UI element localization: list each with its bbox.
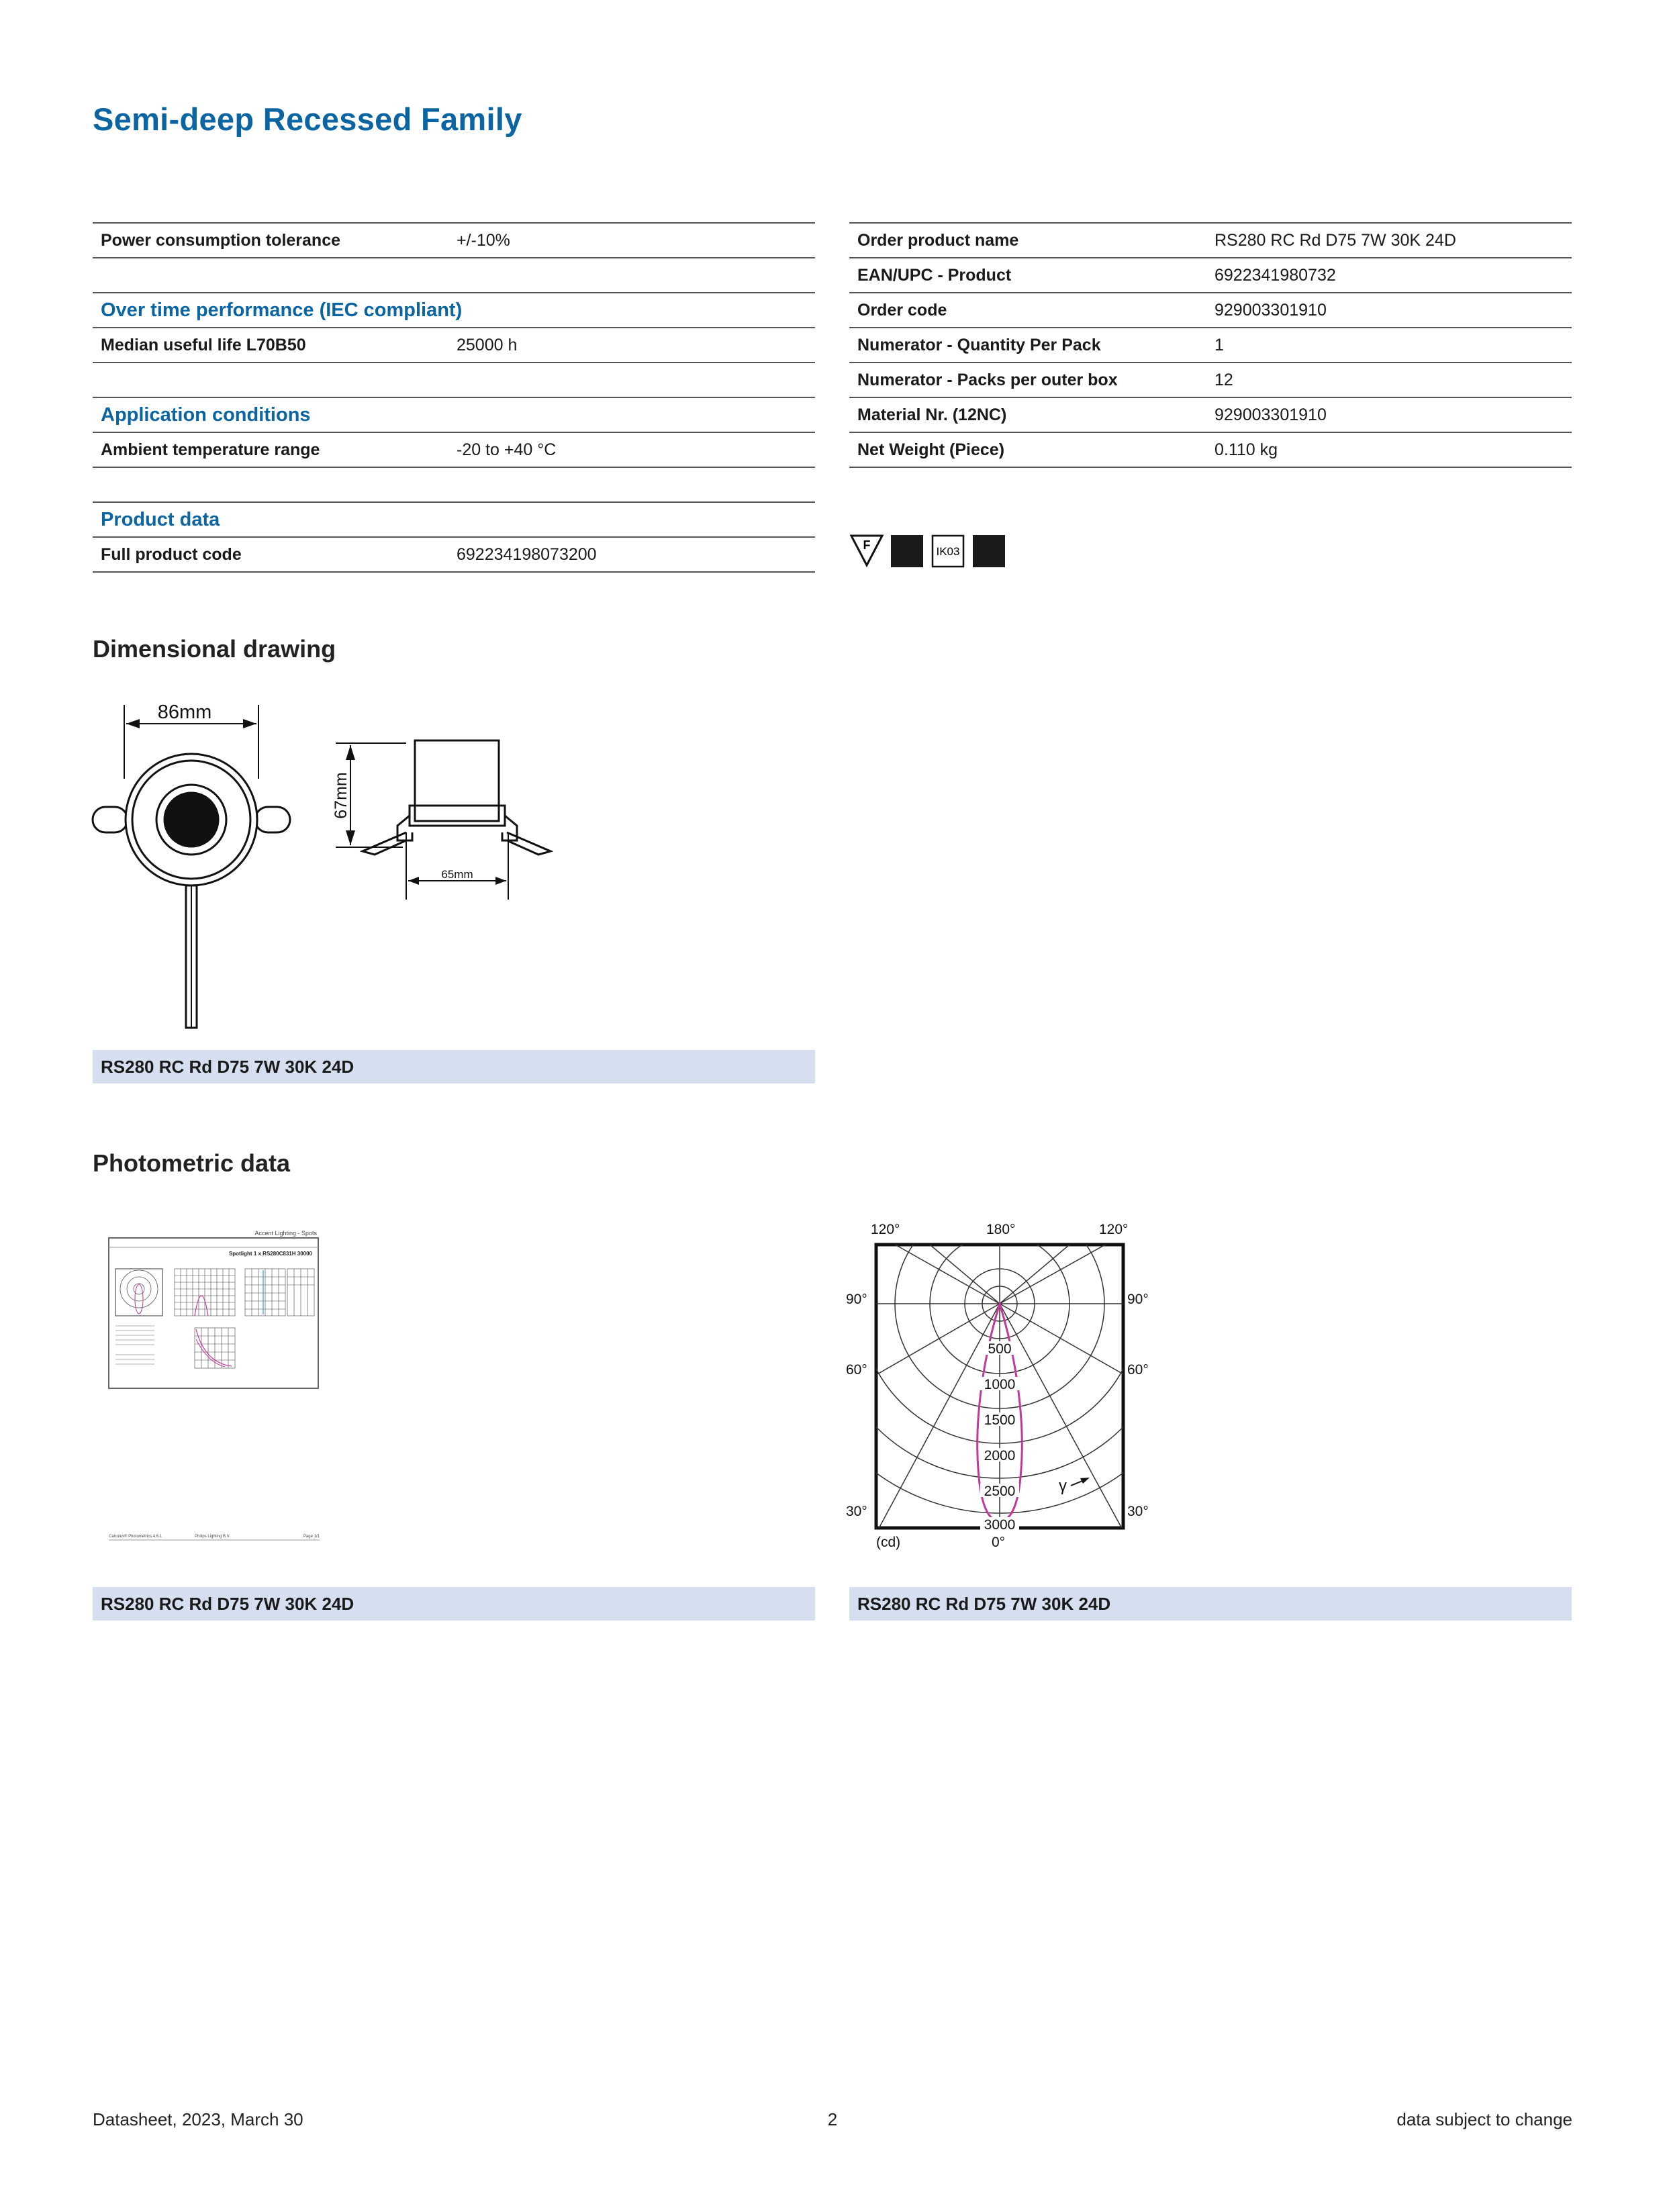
section-row — [93, 293, 815, 328]
black-square-icon — [973, 535, 1005, 567]
right-spec-table — [849, 222, 1572, 468]
spec-value: 692234198073200 — [448, 537, 815, 572]
section-heading: Application conditions — [93, 397, 815, 432]
spec-value: 25000 h — [448, 328, 815, 363]
ik03-icon — [933, 536, 963, 567]
thumb-footer-right: Page 1/1 — [303, 1535, 320, 1539]
svg-text:180°: 180° — [986, 1222, 1016, 1237]
spacer-row — [93, 467, 815, 502]
thumb-header: Accent Lighting - Spots — [254, 1230, 317, 1237]
spec-value: 6922341980732 — [1206, 258, 1572, 293]
spacer-row — [93, 258, 815, 293]
table-row — [849, 397, 1572, 432]
spec-label: Full product code — [93, 537, 448, 572]
spec-label: Median useful life L70B50 — [93, 328, 448, 363]
footer-left: Datasheet, 2023, March 30 — [93, 2109, 303, 2129]
page-title: Semi-deep Recessed Family — [93, 101, 522, 137]
spec-label: Order product name — [849, 223, 1206, 258]
spec-label: EAN/UPC - Product — [849, 258, 1206, 293]
cutout-dimension-label: 65mm — [441, 868, 473, 881]
svg-text:500: 500 — [988, 1341, 1012, 1357]
left-spec-table — [93, 222, 815, 573]
table-row — [849, 432, 1572, 467]
f-triangle-icon — [851, 536, 882, 565]
table-row — [93, 223, 815, 258]
svg-text:120°: 120° — [1099, 1222, 1129, 1237]
svg-text:60°: 60° — [1127, 1362, 1149, 1378]
svg-text:IK03: IK03 — [936, 545, 960, 558]
spacer-row — [93, 363, 815, 397]
spec-label: Net Weight (Piece) — [849, 432, 1206, 467]
svg-text:0°: 0° — [992, 1535, 1006, 1550]
black-square-icon — [891, 535, 923, 567]
gamma-label: γ — [1059, 1477, 1067, 1495]
spec-value: +/-10% — [448, 223, 815, 258]
polar-intensity-diagram — [836, 1214, 1158, 1556]
spec-value: 1 — [1206, 328, 1572, 363]
width-dimension-label: 86mm — [157, 702, 212, 723]
section-row — [93, 502, 815, 537]
section-heading: Product data — [93, 502, 815, 537]
svg-text:60°: 60° — [846, 1362, 867, 1378]
spec-label: Power consumption tolerance — [93, 223, 448, 258]
svg-text:120°: 120° — [871, 1222, 900, 1237]
table-row — [849, 328, 1572, 363]
svg-text:2000: 2000 — [984, 1448, 1016, 1463]
spec-label: Material Nr. (12NC) — [849, 397, 1206, 432]
spec-label: Ambient temperature range — [93, 432, 448, 467]
table-row — [93, 432, 815, 467]
photometric-caption-left: RS280 RC Rd D75 7W 30K 24D — [93, 1587, 815, 1621]
spec-label: Numerator - Quantity Per Pack — [849, 328, 1206, 363]
table-row — [93, 328, 815, 363]
thumb-footer-left: Calculux® Photometrics 4.6.1 — [109, 1535, 162, 1539]
table-row — [849, 363, 1572, 397]
svg-text:1500: 1500 — [984, 1412, 1016, 1428]
table-row — [849, 258, 1572, 293]
page-number: 2 — [827, 2109, 838, 2129]
svg-text:2500: 2500 — [984, 1484, 1016, 1499]
section-heading: Over time performance (IEC compliant) — [93, 293, 815, 328]
svg-text:90°: 90° — [846, 1292, 867, 1307]
svg-text:3000: 3000 — [984, 1517, 1016, 1533]
dimensional-caption: RS280 RC Rd D75 7W 30K 24D — [93, 1050, 815, 1084]
height-dimension-label: 67mm — [332, 772, 350, 819]
dimensional-heading: Dimensional drawing — [93, 635, 336, 663]
table-row — [849, 293, 1572, 328]
photometric-caption-right: RS280 RC Rd D75 7W 30K 24D — [849, 1587, 1572, 1621]
spec-value: RS280 RC Rd D75 7W 30K 24D — [1206, 223, 1572, 258]
table-row — [93, 537, 815, 572]
section-row — [93, 397, 815, 432]
svg-text:90°: 90° — [1127, 1292, 1149, 1307]
svg-text:F: F — [863, 538, 871, 552]
photometric-heading: Photometric data — [93, 1149, 291, 1177]
luminaire-top-view — [93, 705, 290, 1028]
certification-icons — [849, 533, 1010, 568]
svg-text:30°: 30° — [846, 1504, 867, 1519]
thumb-product: Spotlight 1 x RS280C831H 30000 — [228, 1251, 312, 1257]
table-row — [849, 223, 1572, 258]
spec-label: Order code — [849, 293, 1206, 328]
thumb-footer-mid: Philips Lighting B.V. — [195, 1535, 230, 1539]
dimensional-drawing — [87, 698, 571, 1047]
spec-label: Numerator - Packs per outer box — [849, 363, 1206, 397]
svg-text:1000: 1000 — [984, 1377, 1016, 1392]
spec-value: 12 — [1206, 363, 1572, 397]
footer-right: data subject to change — [1396, 2109, 1572, 2129]
spec-value: 929003301910 — [1206, 397, 1572, 432]
spec-value: 0.110 kg — [1206, 432, 1572, 467]
spec-value: -20 to +40 °C — [448, 432, 815, 467]
spec-value: 929003301910 — [1206, 293, 1572, 328]
photometric-report-thumbnail — [107, 1229, 322, 1547]
polar-unit-label: (cd) — [876, 1535, 901, 1550]
svg-text:30°: 30° — [1127, 1504, 1149, 1519]
